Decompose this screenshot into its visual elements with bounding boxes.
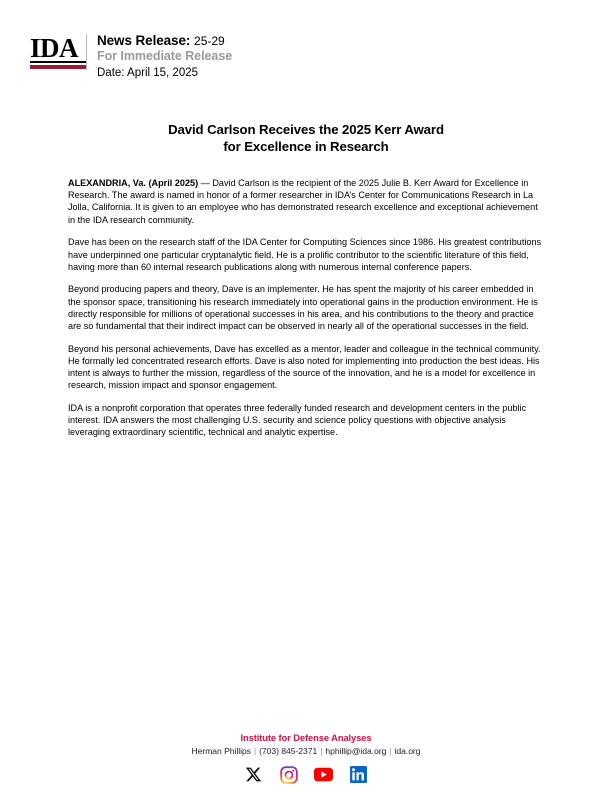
contact-email[interactable]: hphillip@ida.org bbox=[325, 746, 387, 756]
social-links bbox=[0, 765, 612, 784]
header-text-block bbox=[87, 33, 232, 81]
news-release-line bbox=[97, 33, 232, 49]
ida-logo-wordmark: IDA bbox=[30, 35, 86, 63]
dateline: ALEXANDRIA, Va. (April 2025) bbox=[68, 178, 199, 188]
document-footer bbox=[0, 732, 612, 784]
document-header bbox=[30, 33, 232, 81]
youtube-icon[interactable] bbox=[314, 765, 333, 784]
contact-phone[interactable]: (703) 845-2371 bbox=[259, 746, 318, 756]
news-release-number: 25-29 bbox=[194, 34, 225, 48]
page-title bbox=[66, 121, 546, 155]
ida-logo-accent-rule bbox=[30, 65, 86, 69]
x-icon[interactable] bbox=[244, 765, 263, 784]
page-title-line-2: for Excellence in Research bbox=[223, 139, 389, 154]
contact-line bbox=[0, 745, 612, 758]
release-date: Date: April 15, 2025 bbox=[97, 67, 199, 79]
instagram-icon[interactable] bbox=[279, 765, 298, 784]
for-immediate-release-label: For Immediate Release bbox=[97, 49, 233, 63]
ida-logo bbox=[30, 33, 86, 69]
separator-1: | bbox=[253, 746, 257, 756]
paragraph-1 bbox=[68, 177, 542, 226]
contact-name: Herman Phillips bbox=[191, 746, 251, 756]
separator-2: | bbox=[320, 746, 323, 756]
contact-website[interactable]: ida.org bbox=[394, 746, 421, 756]
paragraph-4: Beyond his personal achievements, Dave has excelled as a mentor, leader and colleague in the technical community. He formally led concentrated research efforts. Dave is also noted for implementing into production the best ideas. His intent is always to further the mission, regardless of the source of the innovation, and he is a model for excellence in research, mission impact and sponsor engagement. bbox=[68, 343, 541, 391]
news-release-label: News Release: bbox=[97, 33, 191, 48]
linkedin-icon[interactable] bbox=[349, 765, 368, 784]
paragraph-1-text: — David Carlson is the recipient of the 2025 Julie B. Kerr Award for Excellence in Research. The award is named in honor of a former researcher in IDA’s Center for Communications Research in La Jolla, California. It is given to an employee who has demonstrated research excellence and exceptional achievement in the IDA research community. bbox=[68, 178, 538, 225]
paragraph-3: Beyond producing papers and theory, Dave is an implementer. He has spent the majority of his career embedded in the sponsor space, transitioning his research immediately into operational gains in the production environment. He is directly responsible for millions of operational successes in his area, and his contributions to the theory and practice are so fundamental that their indirect impact can be observed in nearly all of the operational successes in the field. bbox=[68, 284, 538, 332]
separator-3: | bbox=[389, 746, 392, 756]
organization-name: Institute for Defense Analyses bbox=[240, 732, 372, 743]
paragraph-2: Dave has been on the research staff of the IDA Center for Computing Sciences since 1986. His greatest contributions have underpinned one particular cryptanalytic field. He is a prolific contributor to the scientific literature of this field, having more than 60 internal research publications along with numerous internal conference papers. bbox=[68, 237, 542, 272]
page-title-line-1: David Carlson Receives the 2025 Kerr Award bbox=[168, 122, 444, 137]
article-body bbox=[68, 177, 542, 449]
paragraph-5: IDA is a nonprofit corporation that operates three federally funded research and development centers in the public interest. IDA answers the most challenging U.S. security and science policy questions with objective analysis leveraging extraordinary scientific, technical and analytic expertise. bbox=[68, 403, 527, 438]
